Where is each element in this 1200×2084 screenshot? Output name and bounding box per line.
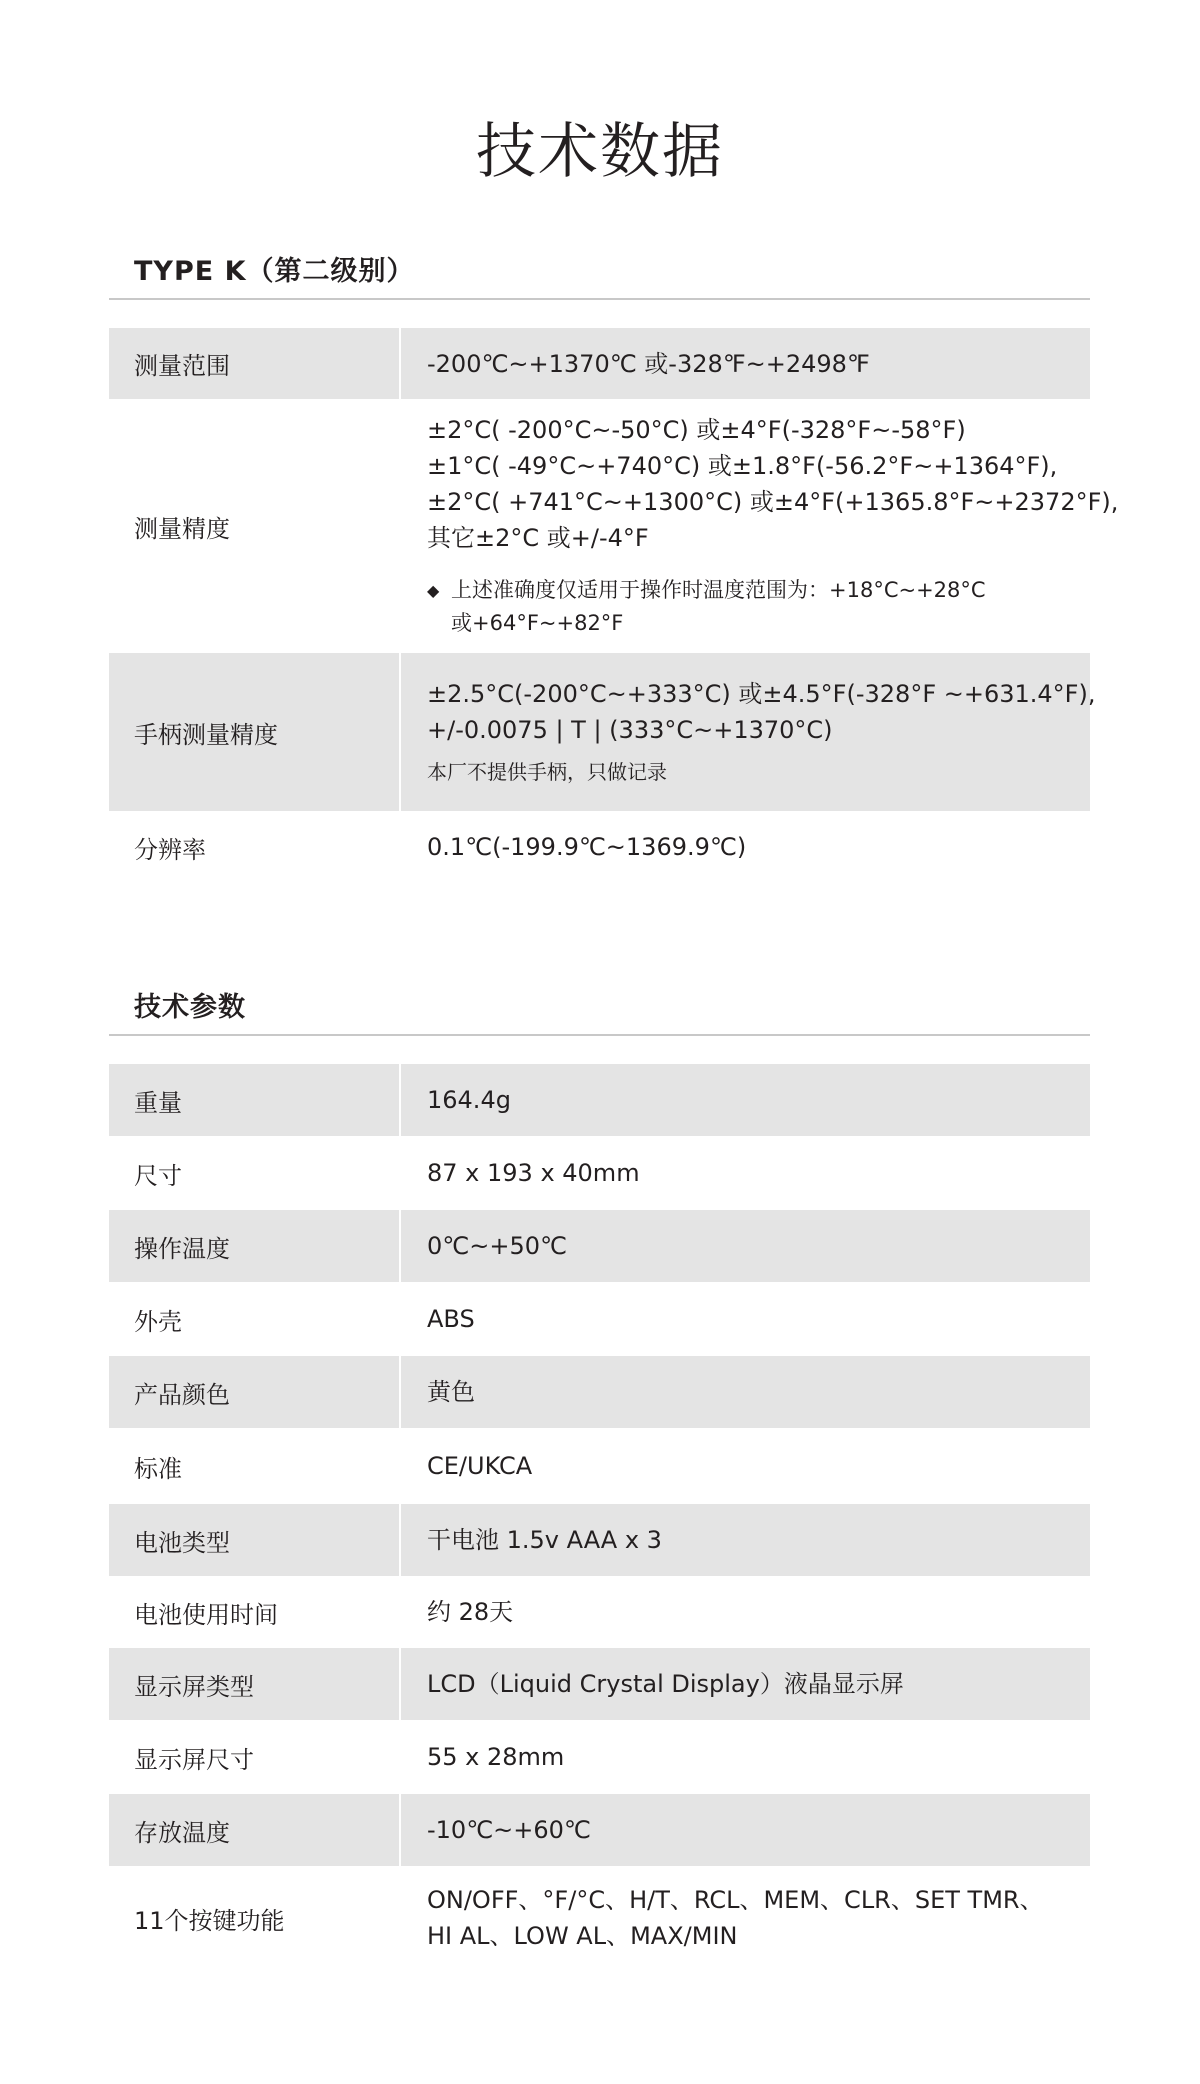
spec-value [427, 1576, 1070, 1648]
spec-label: 尺寸 [134, 1161, 182, 1190]
section-divider [109, 1034, 1090, 1036]
handle-note: 本厂不提供手柄，只做记录 [427, 760, 667, 784]
spec-value [427, 1720, 1070, 1794]
spec-label: 11个按键功能 [134, 1906, 285, 1935]
spec-value [427, 1282, 1070, 1356]
section-divider [109, 298, 1090, 300]
value-line: LCD（Liquid Crystal Display）液晶显示屏 [427, 1670, 904, 1698]
column-separator [399, 1210, 401, 1282]
value-line: 0.1℃(-199.9℃~1369.9℃) [427, 833, 747, 861]
spec-label: 重量 [134, 1088, 182, 1117]
column-separator [399, 1794, 401, 1866]
spec-value [427, 1504, 1070, 1576]
value-line: 55 x 28mm [427, 1743, 565, 1771]
spec-label: 显示屏类型 [134, 1672, 254, 1701]
spec-label: 电池使用时间 [134, 1600, 278, 1629]
spec-label: 显示屏尺寸 [134, 1745, 254, 1774]
spec-row-resolution [109, 811, 1090, 883]
spec-value [427, 1428, 1070, 1504]
spec-value [427, 1064, 1070, 1136]
spec-label: 测量精度 [134, 514, 230, 543]
spec-value [427, 653, 1096, 811]
spec-row-display-type [109, 1648, 1090, 1720]
spec-row-measure-range [109, 328, 1090, 399]
spec-value [427, 328, 1070, 399]
value-line: ABS [427, 1305, 475, 1333]
section-title-type-k: TYPE K（第二级别） [134, 256, 415, 287]
spec-label: 存放温度 [134, 1818, 230, 1847]
page-title: 技术数据 [476, 117, 724, 187]
accuracy-note [427, 574, 1070, 640]
spec-value [427, 1356, 1070, 1428]
spec-value [427, 1136, 1070, 1210]
spec-label: 产品颜色 [134, 1380, 230, 1409]
spec-label: 电池类型 [134, 1528, 230, 1557]
spec-value [427, 1648, 1070, 1720]
spec-row-standard [109, 1428, 1090, 1504]
column-separator [399, 1504, 401, 1576]
section-title-tech-params: 技术参数 [134, 992, 246, 1023]
spec-row-storage-temp [109, 1794, 1090, 1866]
column-separator [399, 1064, 401, 1136]
spec-row-battery-life [109, 1576, 1090, 1648]
spec-label: 标准 [134, 1454, 182, 1483]
spec-row-dimensions [109, 1136, 1090, 1210]
spec-value [427, 1210, 1070, 1282]
spec-row-color [109, 1356, 1090, 1428]
value-line: -10℃~+60℃ [427, 1816, 591, 1844]
column-separator [399, 328, 401, 399]
note-line: 上述准确度仅适用于操作时温度范围为：+18°C~+28°C [451, 578, 986, 602]
value-line: -200℃~+1370℃ 或-328℉~+2498℉ [427, 349, 870, 378]
value-line: ±2°C( -200°C~-50°C) 或±4°F(-328°F~-58°F) [427, 416, 966, 444]
value-line: 其它±2°C 或+/-4°F [427, 524, 649, 552]
column-separator [399, 653, 401, 811]
value-line: CE/UKCA [427, 1452, 533, 1480]
value-line: ±1°C( -49°C~+740°C) 或±1.8°F(-56.2°F~+1364°F), [427, 452, 1058, 480]
spec-value [427, 1866, 1070, 1970]
column-separator [399, 1356, 401, 1428]
value-line: 黄色 [427, 1378, 475, 1406]
note-text [451, 574, 986, 640]
spec-row-key-functions [109, 1866, 1090, 1970]
spec-label: 手柄测量精度 [134, 720, 278, 749]
value-line: 87 x 193 x 40mm [427, 1159, 640, 1187]
diamond-bullet-icon: ◆ [427, 581, 440, 600]
spec-row-accuracy [109, 399, 1119, 653]
spec-row-housing [109, 1282, 1090, 1356]
value-line: ±2.5°C(-200°C~+333°C) 或±4.5°F(-328°F ~+631.4°F), [427, 680, 1096, 708]
spec-label: 测量范围 [134, 352, 230, 380]
value-line: 0℃~+50℃ [427, 1232, 567, 1260]
column-separator [399, 1648, 401, 1720]
spec-row-battery-type [109, 1504, 1090, 1576]
spec-label: 操作温度 [134, 1234, 230, 1263]
spec-value [427, 811, 1070, 883]
spec-row-handle-accuracy [109, 653, 1096, 811]
value-line: 干电池 1.5v AAA x 3 [427, 1526, 662, 1554]
spec-label: 外壳 [134, 1307, 182, 1336]
spec-value [427, 1794, 1070, 1866]
spec-value [427, 399, 1119, 653]
value-line: ON/OFF、°F/°C、H/T、RCL、MEM、CLR、SET TMR、 [427, 1886, 1044, 1914]
spec-row-display-size [109, 1720, 1090, 1794]
value-line: +/-0.0075 | T | (333°C~+1370°C) [427, 716, 833, 744]
note-line: 或+64°F~+82°F [451, 611, 624, 635]
spec-row-weight [109, 1064, 1090, 1136]
value-line: ±2°C( +741°C~+1300°C) 或±4°F(+1365.8°F~+2372°F), [427, 488, 1119, 516]
value-line: 约 28天 [427, 1598, 514, 1626]
value-line: 164.4g [427, 1086, 511, 1114]
spec-label: 分辨率 [134, 835, 206, 864]
value-line: HI AL、LOW AL、MAX/MIN [427, 1922, 738, 1950]
spec-row-operating-temp [109, 1210, 1090, 1282]
